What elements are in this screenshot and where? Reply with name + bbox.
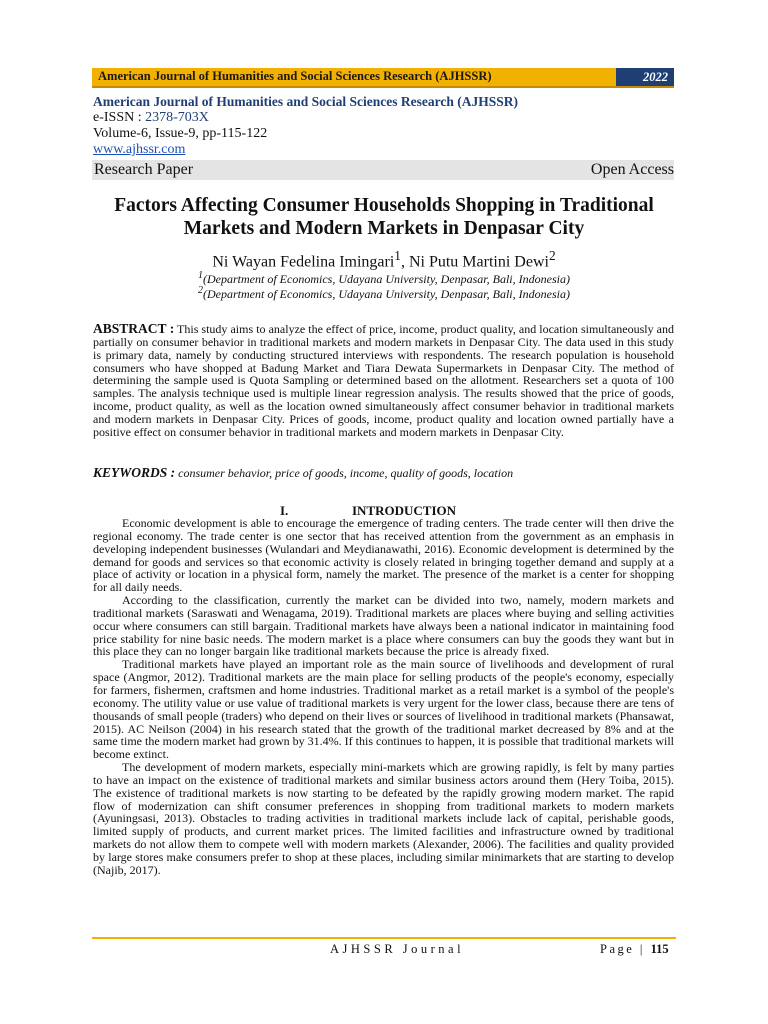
header-year: 2022 [616,68,674,86]
section-number: I. [280,503,289,518]
title-line-2: Markets and Modern Markets in Denpasar City [183,218,585,239]
affiliation-2-mark: 2 [198,285,204,296]
keywords-text: consumer behavior, price of goods, income, quality of goods, location [178,466,514,480]
abstract-label: ABSTRACT : [93,321,175,336]
footer-journal: AJHSSR Journal [330,942,465,956]
meta-journal-name: American Journal of Humanities and Social Sciences Research (AJHSSR) [93,94,518,109]
paper-type: Research Paper [94,161,194,178]
affiliation-2 [60,285,708,302]
issn-value: 2378-703X [145,110,209,125]
author-2-affil-mark: 2 [548,248,556,263]
journal-header-bar [92,68,674,88]
footer-page-label: Page | [600,942,645,956]
journal-meta [93,94,518,158]
abstract-text: This study aims to analyze the effect of price, income, product quality, and location simultaneously and partially on consumer behavior in traditional markets and modern markets in Denpasar City. The data used in this study is primary data, namely by conducting structured interviews with respondents. The research population is household consumers who have shopped at Badung Market and Tiara Dewata Supermarkets in Denpasar City. The method of determining the sample used is Quota Sampling or determined based on the allotment. Researchers set a quota of 100 samples. The analysis technique used is multiple linear regression analysis. The results showed that the price of goods, income, product quality, as well as the location owned simultaneously affect consumer behavior in traditional markets and modern markets in Denpasar City. Prices of goods, income, product quality and location owned partially have a positive effect on consumer behavior in traditional markets and modern markets in Denpasar City. [93,322,674,439]
author-separator: , [400,253,409,271]
volume-line: Volume-6, Issue-9, pp-115-122 [93,126,268,141]
access-type: Open Access [590,161,674,178]
affiliation-1-mark: 1 [198,270,204,281]
keywords [93,465,674,481]
footer-page [600,942,669,957]
title-line-1: Factors Affecting Consumer Households Shopping in Traditional [114,195,654,216]
paragraph: Traditional markets have played an important role as the main source of livelihoods and development of rural space (Angmor, 2012). Traditional markets are the main place for selling products of the people's economy, especially for farmers, fishermen, craftsmen and home industries. Traditional market as a retail market is a symbol of the people's economy. The utility value or use value of traditional markets is very urgent for the lower class, because there are tens of thousands of small people (traders) who depend on their lives or sources of livelihood in traditional markets (Phansawat, 2015). AC Neilson (2004) in his research stated that the growth of the traditional market decreased by 8% and at the same time the modern market had grown by 31.4%. If this continues to happen, it is possible that traditional markets will become extinct. [93,657,674,762]
keywords-label: KEYWORDS : [93,465,176,480]
author-1: Ni Wayan Fedelina Imingari [212,253,395,271]
paragraph: Economic development is able to encourage the emergence of trading centers. The trade center will then drive the regional economy. The trade center is one sector that has received attention from the government as an emphasis in developing independent businesses (Wulandari and Meydianawathi, 2016). Economic development is determined by the demand for goods and services so that economic activity is closely related in bringing together demand and supply at a place of activity or location in a physical form, namely the market. The presence of the market is a center for shopping for all daily needs. [93,516,674,595]
paragraph: According to the classification, currently the market can be divided into two, namely, modern markets and traditional markets (Saraswati and Wenagama, 2019). Traditional markets are places where buying and selling activities occur where consumers can still bargain. Traditional markets have always been a national indicator in maintaining food price stability for nine basic needs. The modern market is a place where consumers can buy the goods they want but in this place they can no longer bargain like traditional markets because the price is already fixed. [93,593,674,659]
journal-url-link[interactable]: www.ajhssr.com [93,142,186,157]
paper-title [60,194,708,240]
abstract [93,323,674,439]
paper-type-bar [92,160,674,180]
footer-divider [92,937,676,939]
affiliation-2-text: (Department of Economics, Udayana University, Denpasar, Bali, Indonesia) [203,287,570,301]
introduction-body [93,517,674,877]
page-number: 115 [650,942,669,956]
issn-label: e-ISSN : [93,110,142,125]
affiliation-1-text: (Department of Economics, Udayana University, Denpasar, Bali, Indonesia) [203,272,570,286]
author-list [60,248,708,271]
issn-line [93,110,518,126]
section-title: INTRODUCTION [352,503,457,518]
author-2: Ni Putu Martini Dewi [408,253,549,271]
paragraph: The development of modern markets, especially mini-markets which are growing rapidly, is felt by many parties to have an impact on the existence of traditional markets and similar business actors around them (Hery Toiba, 2015). The existence of traditional markets is now starting to be defeated by the rapidly growing modern market. The rapid flow of modernization can shift consumer preferences in shopping from traditional markets to modern markets (Ayuningsasi, 2013). Obstacles to trading activities in traditional markets include lack of capital, perishable goods, limited supply of products, and current market prices. The limited facilities and infrastructure owned by traditional markets do not allow them to compete well with modern markets (Alexander, 2006). The facilities and quality provided by large stores make consumers prefer to shop at these places, including similar minimarkets that are starting to develop (Najib, 2017). [93,760,674,877]
author-1-affil-mark: 1 [394,248,401,263]
header-journal-title: American Journal of Humanities and Social Sciences Research (AJHSSR) [98,69,492,83]
